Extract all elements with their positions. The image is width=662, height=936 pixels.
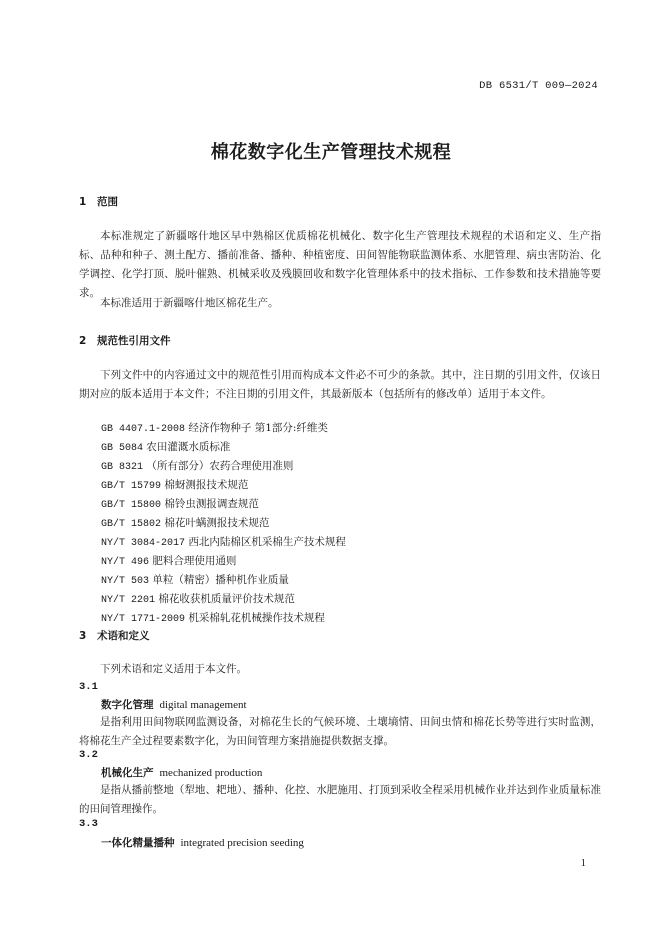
reference-item: GB/T 15799 棉蚜测报技术规范 xyxy=(101,479,249,492)
reference-item: NY/T 3084-2017 西北内陆棉区机采棉生产技术规程 xyxy=(101,536,346,549)
term-definition: 是指从播前整地（犁地、耙地）、播种、化控、水肥施用、打顶到采收全程采用机械作业并达到作业质量标准的田间管理操作。 xyxy=(79,784,601,815)
document-title: 棉花数字化生产管理技术规程 xyxy=(210,142,452,163)
reference-item: NY/T 1771-2009 机采棉轧花机械操作技术规程 xyxy=(101,612,325,625)
term-heading: 一体化精量播种 integrated precision seeding xyxy=(101,837,304,849)
term-definition: 是指利用田间物联网监测设备，对棉花生长的气候环境、土壤墒情、田间虫情和棉花长势等进行实时监测，将棉花生产全过程要素数字化，为田间管理方案措施提供数据支撑。 xyxy=(79,716,601,747)
section-number: 1 xyxy=(79,196,87,208)
references-intro-paragraph: 下列文件中的内容通过文中的规范性引用而构成本文件必不可少的条款。其中，注日期的引用文件，仅该日期对应的版本适用于本文件；不注日期的引用文件，其最新版本（包括所有的修改单）适用于本文件。 xyxy=(79,369,601,400)
section-number: 3 xyxy=(79,630,87,642)
scope-paragraph: 本标准规定了新疆喀什地区早中熟棉区优质棉花机械化、数字化生产管理技术规程的术语和定义、生产指标、品种和种子、测土配方、播前准备、播种、种植密度、田间智能物联监测体系、水肥管理、病虫害防治、化学调控、化学打顶、脱叶催熟、机械采收及残膜回收和数字化管理体系中的技术指标、工作参数和技术措施等要求。 xyxy=(79,230,601,299)
section-heading-scope xyxy=(79,194,118,209)
reference-item: NY/T 2201 棉花收获机质量评价技术规范 xyxy=(101,593,295,606)
term-number: 3.1 xyxy=(79,681,98,693)
reference-item: GB/T 15802 棉花叶螨测报技术规范 xyxy=(101,517,270,530)
term-heading: 数字化管理 digital management xyxy=(101,699,247,711)
reference-item: GB 4407.1-2008 经济作物种子 第1部分:纤维类 xyxy=(101,422,328,435)
term-heading: 机械化生产 mechanized production xyxy=(101,767,263,779)
document-code: DB 6531/T 009—2024 xyxy=(479,80,598,92)
section-title: 术语和定义 xyxy=(97,630,150,642)
terms-intro: 下列术语和定义适用于本文件。 xyxy=(100,663,247,675)
reference-item: GB 5084 农田灌溉水质标准 xyxy=(101,441,231,454)
term-number: 3.2 xyxy=(79,749,98,761)
section-title: 范围 xyxy=(97,196,118,208)
section-number: 2 xyxy=(79,335,87,347)
reference-item: GB/T 15800 棉铃虫测报调查规范 xyxy=(101,498,259,511)
scope-applicability: 本标准适用于新疆喀什地区棉花生产。 xyxy=(100,297,279,309)
term-number: 3.3 xyxy=(79,818,98,830)
page-number: 1 xyxy=(580,858,586,869)
section-title: 规范性引用文件 xyxy=(97,335,171,347)
reference-item: NY/T 496 肥料合理使用通则 xyxy=(101,555,237,568)
reference-item: GB 8321 （所有部分）农药合理使用准则 xyxy=(101,460,294,473)
section-heading-normative-references xyxy=(79,333,171,348)
reference-item: NY/T 503 单粒（精密）播种机作业质量 xyxy=(101,574,289,587)
section-heading-terms xyxy=(79,628,150,643)
